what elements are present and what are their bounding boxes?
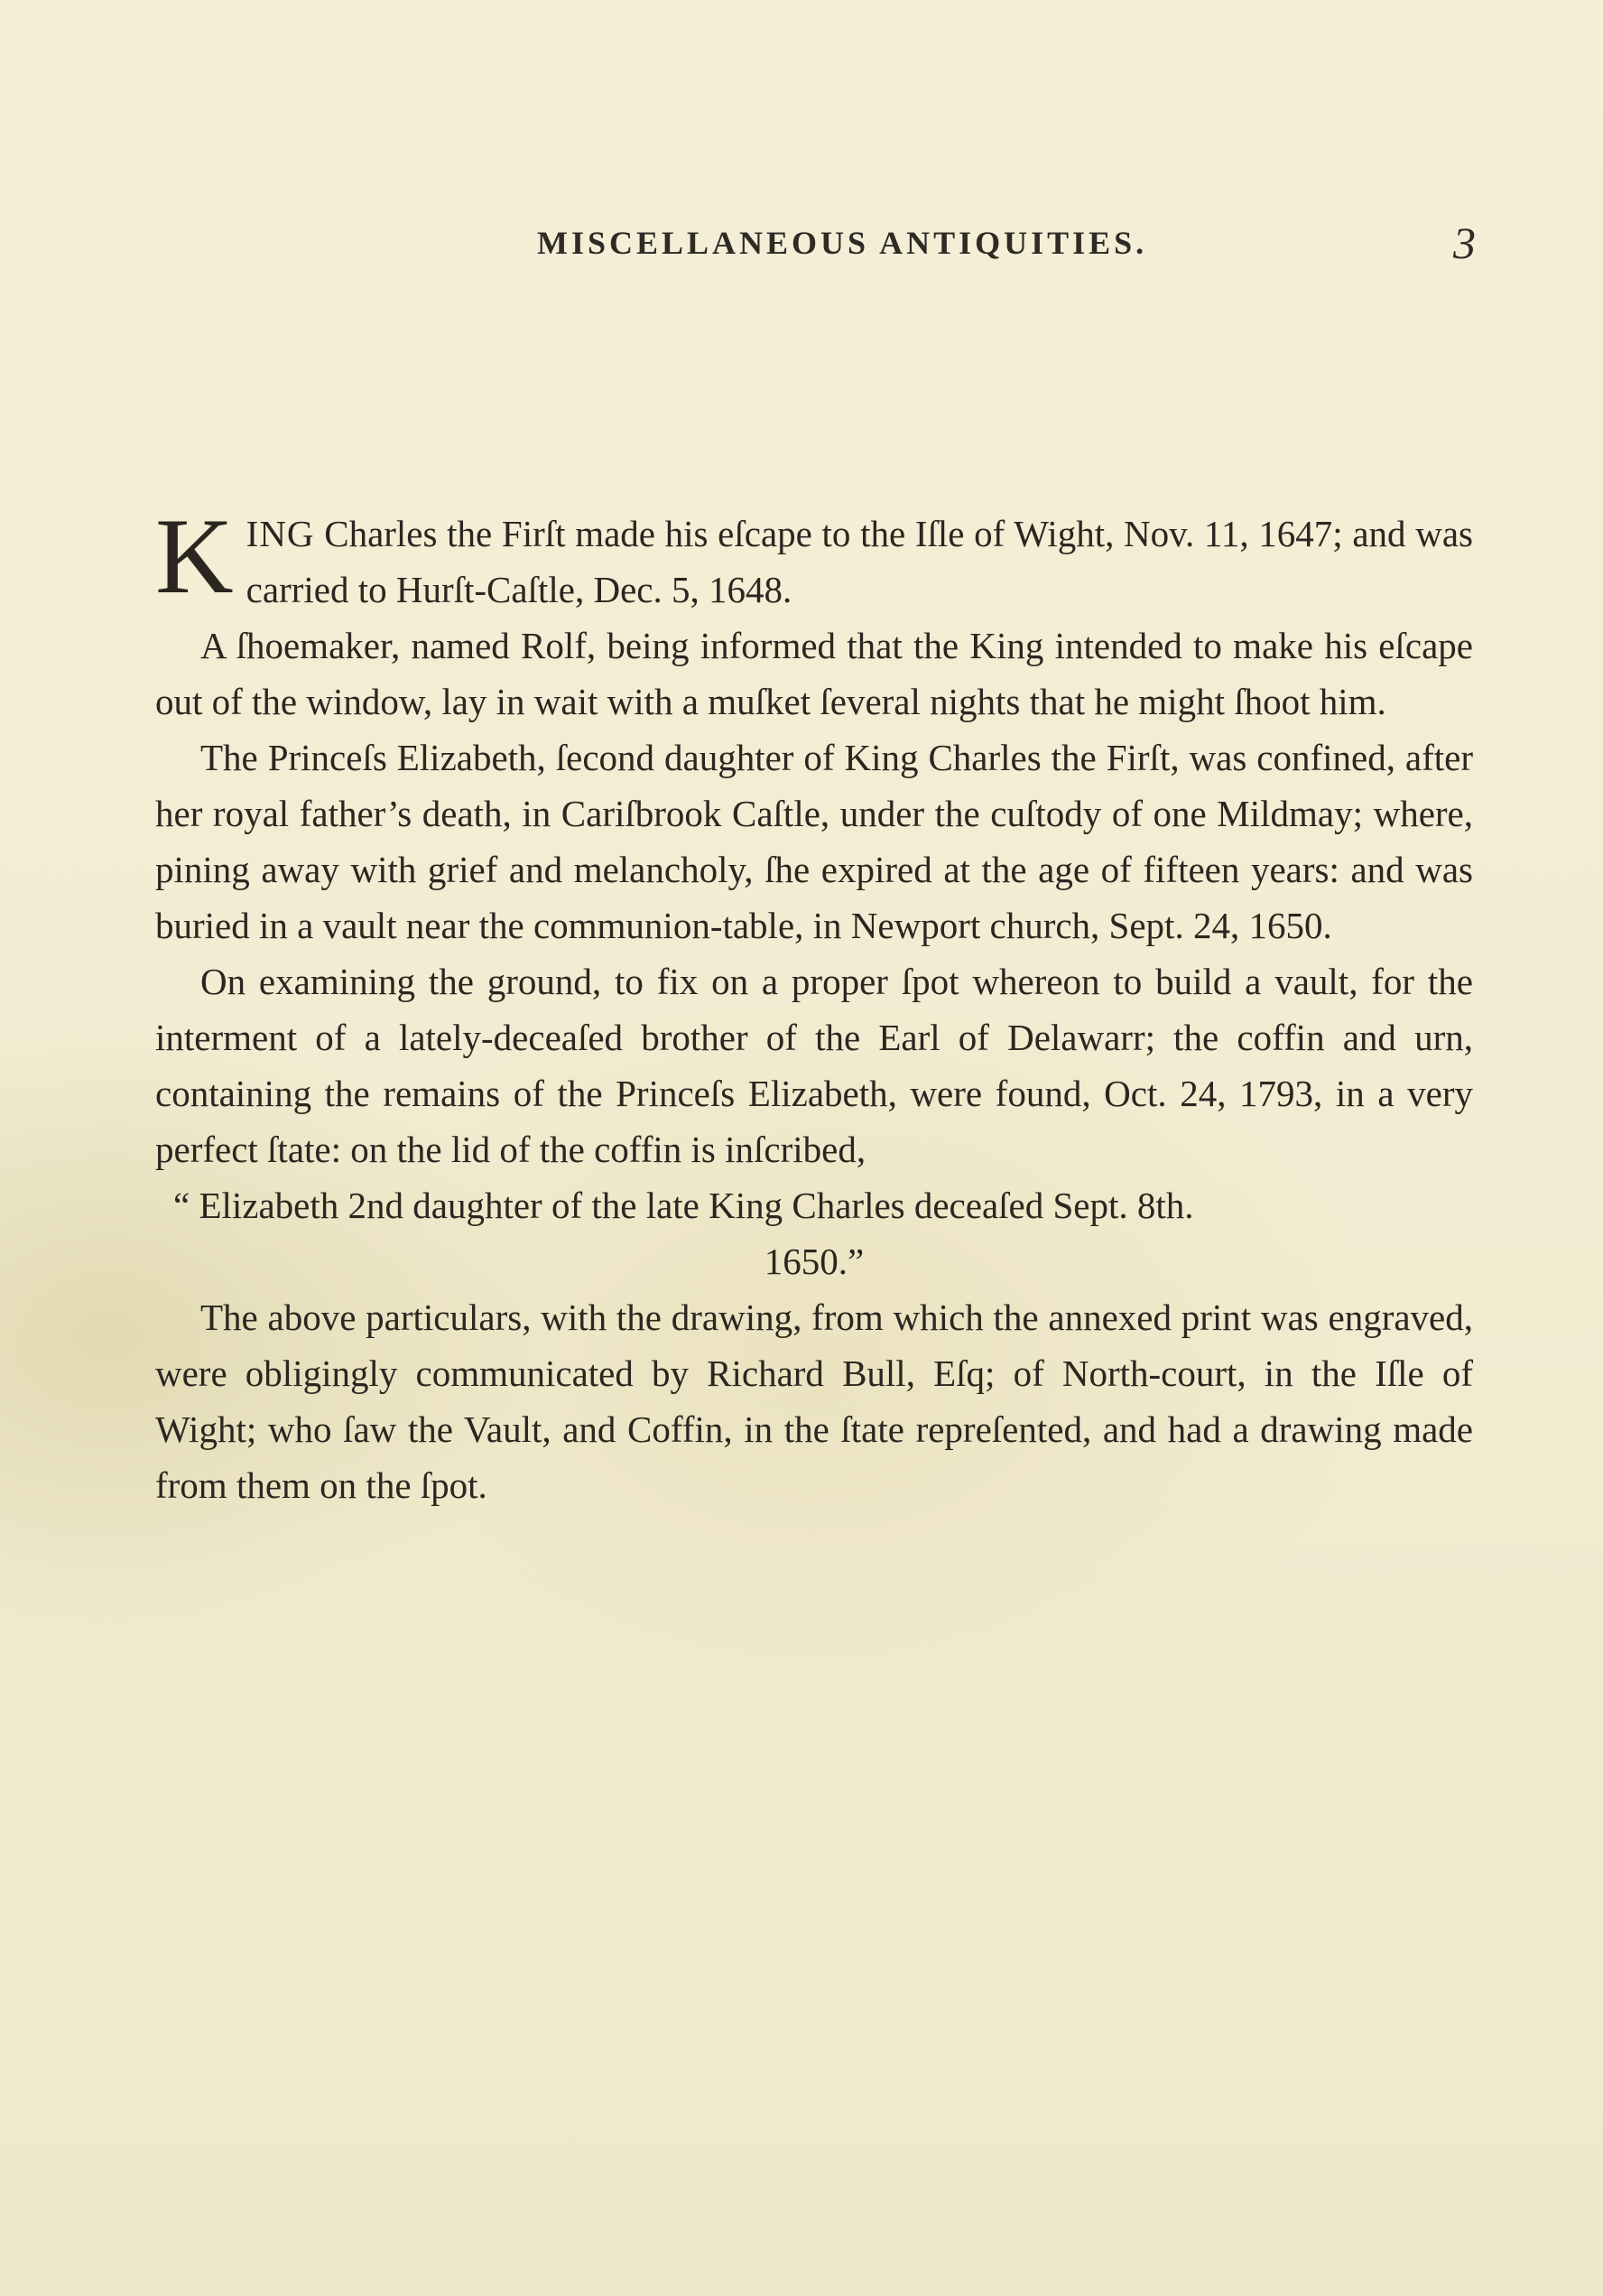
paragraph-5: The above particulars, with the drawing, from which the annexed print was engraved, were obligingly communicated by Richard Bull, Eſq; of North-court, in the Iſle of Wight; who ſaw the Vault, and Coffin, in the ſtate repreſented, and had a drawing made from them on the ſpot. <box>155 1297 1473 1506</box>
paragraph-2: A ſhoemaker, named Rolf, being informed that the King intended to make his eſcape out of the window, lay in wait with a muſket ſeveral nights that he might ſhoot him. <box>155 625 1473 722</box>
drop-cap: K <box>155 496 234 616</box>
body-text <box>155 496 1473 1513</box>
paragraph-4: On examining the ground, to fix on a proper ſpot whereon to build a vault, for the interment of a lately-deceaſed brother of the Earl of Delawarr; the coffin and urn, containing the remains of the Princeſs Elizabeth, were found, Oct. 24, 1793, in a very perfect ſtate: on the lid of the coffin is inſcribed, <box>155 961 1473 1170</box>
inscription-date: 1650.” <box>764 1241 865 1282</box>
paragraph-1 <box>155 496 1473 618</box>
first-word-caps: ING <box>246 513 315 554</box>
inscription-quote: “ Elizabeth 2nd daughter of the late King Charles deceaſed Sept. 8th. <box>173 1185 1194 1226</box>
page-header <box>158 217 1476 271</box>
page-number: 3 <box>1453 218 1476 268</box>
running-head: MISCELLANEOUS ANTIQUITIES. <box>537 225 1148 261</box>
paragraph-3: The Princeſs Elizabeth, ſecond daughter of King Charles the Firſt, was confined, after her royal father’s death, in Cariſbrook Caſtle, under the cuſtody of one Mildmay; where, pining away with grief and melancholy, ſhe expired at the age of fifteen years: and was buried in a vault near the communion-table, in Newport church, Sept. 24, 1650. <box>155 737 1473 946</box>
paragraph-1-text: Charles the Firſt made his eſcape to the Iſle of Wight, Nov. 11, 1647; and was carried to Hurſt-Caſtle, Dec. 5, 1648. <box>246 513 1473 610</box>
